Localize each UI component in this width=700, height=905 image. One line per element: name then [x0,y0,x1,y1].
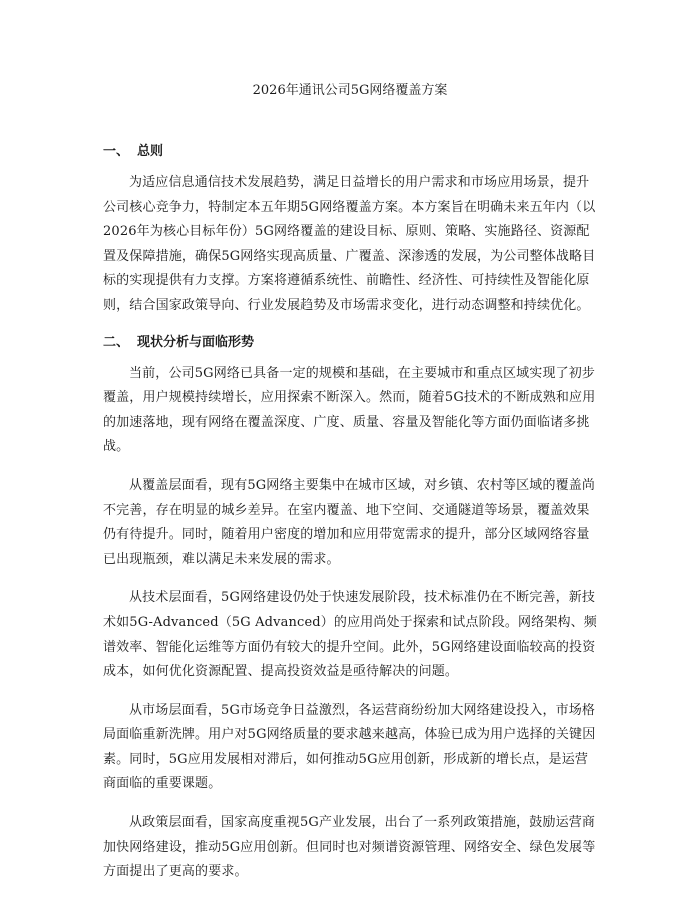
paragraph: 从覆盖层面看，现有5G网络主要集中在城市区域，对乡镇、农村等区域的覆盖尚不完善，存在明显的城乡差异。在室内覆盖、地下空间、交通隧道等场景，覆盖效果仍有待提升。同时，随着用户密度的增加和应用带宽需求的提升，部分区域网络容量已出现瓶颈，难以满足未来发展的需求。 [103,477,596,567]
section-general [103,140,601,319]
section-number: 二、 [103,334,130,350]
document-title: 2026年通讯公司5G网络覆盖方案 [252,83,448,98]
section-title: 现状分析与面临形势 [137,334,255,350]
document-body [103,140,601,899]
section-title: 总则 [137,144,164,159]
paragraph: 从技术层面看，5G网络建设仍处于快速发展阶段，技术标准仍在不断完善，新技术如5G-Advanced（5G Advanced）的应用尚处于探索和试点阶段。网络架构、频谱效率、智能化运维等方面仍有较大的提升空间。此外，5G网络建设面临较高的投资成本，如何优化资源配置、提高投资效益是亟待解决的问题。 [103,590,597,680]
paragraph: 为适应信息通信技术发展趋势，满足日益增长的用户需求和市场应用场景，提升公司核心竞争力，特制定本五年期5G网络覆盖方案。本方案旨在明确未来五年内（以2026年为核心目标年份）5G网络覆盖的建设目标、原则、策略、实施路径、资源配置及保障措施，确保5G网络实现高质量、广覆盖、深渗透的发展，为公司整体战略目标的实现提供有力支撑。方案将遵循系统性、前瞻性、经济性、可持续性及智能化原则，结合国家政策导向、行业发展趋势及市场需求变化，进行动态调整和持续优化。 [103,175,596,313]
section-number: 一、 [103,144,130,159]
section-heading [103,140,601,164]
section-situation-analysis [103,331,601,885]
paragraph: 当前，公司5G网络已具备一定的规模和基础，在主要城市和重点区域实现了初步覆盖，用户规模持续增长，应用探索不断深入。然而，随着5G技术的不断成熟和应用的加速落地，现有网络在覆盖深度、广度、质量、容量及智能化等方面仍面临诸多挑战。 [103,365,596,455]
paragraph: 从政策层面看，国家高度重视5G产业发展，出台了一系列政策措施，鼓励运营商加快网络建设，推动5G应用创新。但同时也对频谱资源管理、网络安全、绿色发展等方面提出了更高的要求。 [103,815,596,880]
section-heading [103,331,601,355]
paragraph: 从市场层面看，5G市场竞争日益激烈，各运营商纷纷加大网络建设投入，市场格局面临重新洗牌。用户对5G网络质量的要求越来越高，体验已成为用户选择的关键因素。同时，5G应用发展相对滞后，如何推动5G应用创新，形成新的增长点，是运营商面临的重要课题。 [103,702,596,792]
